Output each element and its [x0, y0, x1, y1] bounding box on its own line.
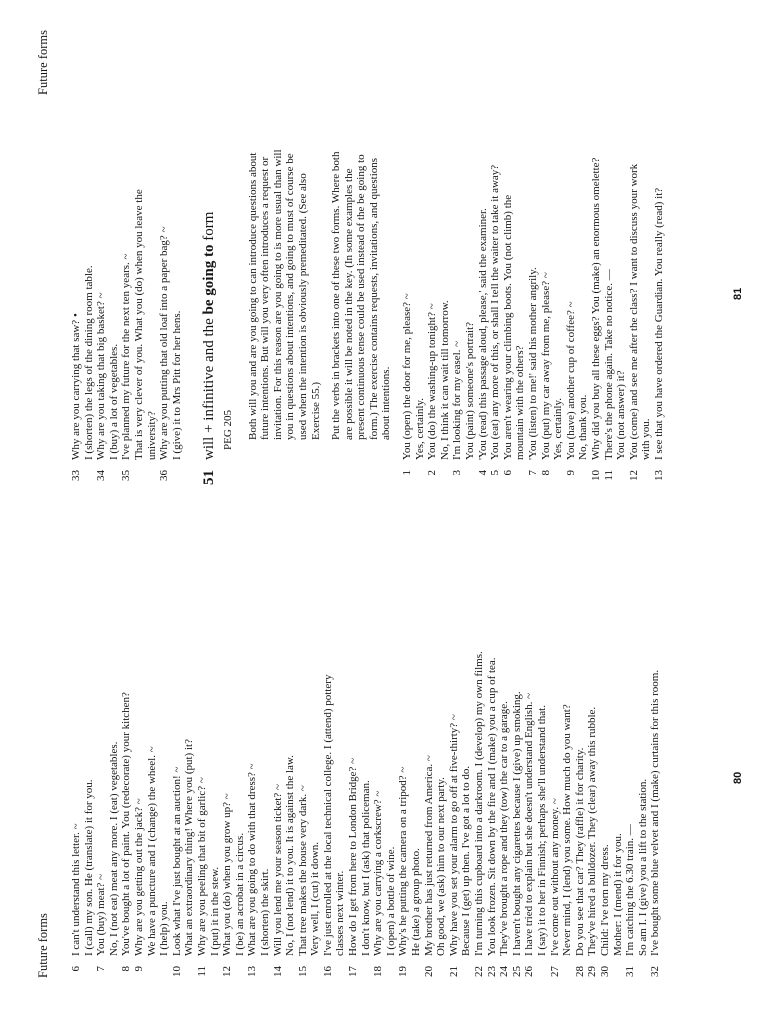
- exercise-item: [423, 518, 448, 988]
- exercise-line: What you (do) when you grow up? ~: [221, 793, 234, 956]
- exercise-item: [70, 32, 95, 492]
- exercise-line: That is very clever of you. What you (do) when you leave the: [132, 189, 145, 460]
- exercise-line: Do you see that car? They (raffle) it for charity.: [573, 747, 586, 956]
- exercise-line: So am I. I (give) you a lift to the station.: [636, 778, 649, 956]
- exercise-line: Mother: I (mend) it for you.: [611, 833, 624, 956]
- paragraph-line: invitation. For this reason are you going to is more usual than will: [271, 149, 284, 440]
- paragraph-line: future intentions. But will you very often introduces a request or: [259, 156, 272, 440]
- exercise-line: Look what I've just bought at an auction! ~: [170, 766, 183, 956]
- exercise-line: I (be) an acrobat in a circus.: [233, 832, 246, 956]
- exercise-line: I've planned my future for the next ten years. ~: [120, 253, 133, 460]
- exercise-item: [451, 32, 476, 492]
- page-number: 81: [732, 287, 744, 300]
- exercise-line: I'm looking for my easel. ~: [451, 340, 464, 460]
- exercise-number: 26: [523, 966, 536, 977]
- exercise-line: Why did you buy all these eggs? You (make) an enormous omelette?: [589, 157, 602, 460]
- paragraph-line: Exercise 55.): [309, 381, 322, 440]
- exercise-item: [95, 32, 120, 492]
- exercise-line: No, I (not lend) it to you. It is against the law.: [284, 755, 297, 956]
- section-number: 51: [201, 470, 218, 485]
- exercise-line: I've bought some blue velvet and I (make) curtains for this room.: [649, 669, 662, 956]
- paragraph-line: form.) The exercise contains requests, invitations, and questions: [367, 157, 380, 440]
- exercise-line: What are you going to do with that dress? ~: [246, 763, 259, 956]
- exercise-line: You look frozen. Sit down by the fire and I (make) you a cup of tea.: [485, 657, 498, 956]
- exercise-line: Will you lend me your season ticket? ~: [271, 784, 284, 956]
- exercise-item: [523, 518, 548, 988]
- section-instructions: [247, 32, 394, 492]
- exercise-line: 'You (listen) to me!' said his mother angrily.: [527, 267, 539, 460]
- exercise-line: I haven't bought any cigarettes because I (give) up smoking.: [510, 691, 523, 956]
- exercise-line: 'You (read) this passage aloud, please,' said the examiner.: [476, 208, 489, 460]
- paragraph-line: Both will you and are you going to can introduce questions about: [246, 152, 259, 440]
- exercise-number: 13: [652, 470, 665, 481]
- exercise-line: They've brought a rope and they (tow) the car to a garage.: [498, 701, 511, 956]
- exercise-line: There's the phone again. Take no notice. —: [602, 269, 615, 460]
- paragraph-line: Put the verbs in brackets into one of these two forms. Where both: [330, 151, 343, 440]
- exercise-number: 14: [271, 966, 284, 977]
- exercise-line: Yes, certainly.: [413, 397, 426, 460]
- exercise-number: 29: [586, 966, 599, 977]
- exercise-line: You (put) my car away from me, please? ~: [539, 272, 552, 460]
- exercise-item: [549, 518, 574, 988]
- exercise-line: I have tried to explain but she doesn't understand English. ~: [523, 692, 536, 956]
- exercise-number: 2: [426, 470, 439, 476]
- exercise-number: 20: [422, 966, 435, 977]
- exercise-item: [120, 32, 158, 492]
- exercise-line: Oh good, we (ask) him to our next party.: [435, 777, 448, 956]
- exercise-number: 24: [498, 966, 511, 977]
- exercise-line: You (paint) someone's portrait?: [464, 321, 477, 460]
- exercise-number: 12: [221, 966, 234, 977]
- exercise-line: I'm turning this cupboard into a darkroom. I (develop) my own films.: [473, 651, 485, 956]
- exercise-line: Never mind, I (lend) you some. How much do you want?: [561, 704, 574, 956]
- exercise-item: [272, 518, 297, 988]
- section-heading: [203, 32, 216, 492]
- exercise-line: You've bought a lot of paint. You (redecorate) your kitchen?: [120, 692, 133, 956]
- paragraph-line: used when the intention is obviously premeditated. (See also: [296, 173, 309, 440]
- exercise-item: [477, 32, 490, 492]
- exercise-number: 13: [246, 966, 259, 977]
- exercise-item: [426, 32, 451, 492]
- exercise-line: You aren't wearing your climbing boots. You (not climb) the: [501, 194, 514, 460]
- exercise-item: [502, 32, 527, 492]
- exercise-item: [498, 518, 511, 988]
- exercise-line: Why have you set your alarm to go off at five-thirty? ~: [447, 714, 460, 956]
- exercise-line: I can't understand this letter. ~: [70, 823, 82, 956]
- exercise-item: [133, 518, 171, 988]
- exercise-item: [473, 518, 486, 988]
- exercise-number: 33: [70, 470, 82, 481]
- exercise-item: [246, 518, 271, 988]
- exercise-line: I (put) it in the stew.: [208, 866, 221, 956]
- right-column: [70, 32, 666, 492]
- exercise-number: 34: [95, 470, 108, 481]
- exercise-line: We have a puncture and I (change) the wheel. ~: [145, 746, 158, 956]
- exercise-number: 27: [548, 966, 561, 977]
- exercise-line: Why are you carrying that saw? •: [70, 313, 82, 460]
- exercise-line: I (open) a bottle of wine.: [384, 846, 397, 956]
- exercise-number: 6: [501, 470, 514, 476]
- exercise-item: [511, 518, 524, 988]
- exercise-line: I've just enrolled at the local technical college. I (attend) pottery: [321, 674, 334, 956]
- exercise-number: 31: [624, 966, 637, 977]
- exercise-item: [95, 518, 120, 988]
- paragraph-line: you in questions about intentions, and going to must of course be: [284, 153, 297, 440]
- exercise-item: [628, 32, 653, 492]
- exercise-line: No, I think it can wait till tomorrow.: [438, 300, 451, 460]
- exercise-item: [221, 518, 246, 988]
- exercise-line: I (shorten) the legs of the dining room table.: [82, 265, 95, 460]
- running-head: Future forms: [36, 30, 50, 95]
- exercise-line: university?: [145, 411, 158, 460]
- section-title: will + infinitive and the be going to form: [201, 211, 218, 460]
- exercise-list: [401, 32, 665, 492]
- exercise-number: 7: [95, 966, 108, 972]
- exercise-line: I've come out without any money. ~: [548, 798, 561, 956]
- page-number: 80: [732, 771, 744, 784]
- exercise-item: [397, 518, 422, 988]
- exercise-line: I (help) you.: [158, 901, 171, 956]
- exercise-line: How do I get from here to London Bridge? ~: [347, 757, 360, 956]
- exercise-item: [196, 518, 221, 988]
- exercise-number: 17: [347, 966, 360, 977]
- exercise-item: [486, 518, 499, 988]
- exercise-number: 9: [564, 470, 577, 476]
- exercise-number: 1: [401, 470, 414, 476]
- exercise-line: Why are you peeling that bit of garlic? ~: [195, 777, 208, 956]
- exercise-number: 8: [539, 470, 552, 476]
- exercise-item: [158, 32, 183, 492]
- exercise-item: [590, 32, 603, 492]
- exercise-item: [574, 518, 587, 988]
- exercise-number: 21: [447, 966, 460, 977]
- exercise-item: [599, 518, 624, 988]
- paragraph-line: are possible it will be noted in the key. (In some examples the: [342, 168, 355, 440]
- grammar-reference: PEG 205: [221, 409, 234, 450]
- exercise-line: You (do) the washing-up tonight? ~: [426, 303, 439, 460]
- exercise-number: 32: [649, 966, 662, 977]
- exercise-line: They've hired a bulldozer. They (clear) away this rubble.: [586, 706, 599, 956]
- paragraph-line: about intentions.: [380, 366, 393, 440]
- exercise-item: [540, 32, 565, 492]
- exercise-item: [401, 32, 426, 492]
- exercise-number: 30: [598, 966, 611, 977]
- exercise-number: 19: [397, 966, 410, 977]
- exercise-item: [565, 32, 590, 492]
- exercise-item: [297, 518, 322, 988]
- exercise-number: 4: [476, 470, 489, 476]
- exercise-line: Because I (get) up then. I've got a lot to do.: [460, 765, 473, 956]
- exercise-line: Child: I've torn my dress.: [598, 844, 611, 956]
- exercise-line: Why are you getting out the jack? ~: [132, 798, 145, 956]
- exercise-number: 28: [573, 966, 586, 977]
- exercise-number: 23: [485, 966, 498, 977]
- exercise-line: You (have) another cup of coffee? ~: [564, 301, 577, 460]
- exercise-item: [624, 518, 649, 988]
- exercise-line: Why are you taking that big basket? ~: [95, 292, 108, 460]
- exercise-number: 11: [602, 470, 615, 481]
- exercise-list: [70, 518, 662, 988]
- exercise-number: 10: [589, 470, 602, 481]
- exercise-number: 11: [195, 966, 208, 977]
- exercise-item: [603, 32, 628, 492]
- exercise-line: I see that you have ordered the Guardian. You really (read) it?: [652, 187, 665, 460]
- exercise-item: [489, 32, 502, 492]
- exercise-item: [649, 518, 662, 988]
- exercise-item: [347, 518, 372, 988]
- exercise-number: 10: [170, 966, 183, 977]
- exercise-line: mountain with the others?: [514, 345, 527, 460]
- exercise-line: classes next winter.: [334, 870, 347, 956]
- exercise-item: [448, 518, 473, 988]
- exercise-line: No, I (not eat) meat any more. I (eat) vegetables.: [107, 741, 120, 956]
- exercise-item: [322, 518, 347, 988]
- exercise-line: You (come) and see me after the class? I want to discuss your work: [627, 163, 640, 460]
- exercise-line: You (not answer) it?: [615, 370, 628, 460]
- paragraph-line: present continuous tense could be used instead of the be going to: [355, 154, 368, 440]
- exercise-line: That tree makes the house very dark. ~: [296, 785, 309, 956]
- exercise-number: 5: [489, 470, 502, 476]
- exercise-line: No, thank you.: [577, 394, 590, 460]
- exercise-line: Very well, I (cut) it down.: [309, 842, 322, 956]
- left-page: [0, 512, 768, 1024]
- exercise-line: with you.: [640, 418, 653, 460]
- exercise-number: 22: [473, 966, 485, 977]
- exercise-number: 8: [120, 966, 133, 972]
- instruction-paragraph: [247, 32, 323, 440]
- exercise-line: Yes, certainly.: [552, 397, 565, 460]
- exercise-line: I (shorten) the skirt.: [258, 868, 271, 956]
- exercise-number: 9: [132, 966, 145, 972]
- exercise-number: 16: [321, 966, 334, 977]
- exercise-item: [171, 518, 196, 988]
- exercise-line: He (take) a group photo.: [410, 848, 423, 956]
- exercise-line: You (buy) meat? ~: [95, 873, 108, 956]
- instruction-paragraph: [330, 32, 393, 440]
- exercise-item: [527, 32, 540, 492]
- exercise-item: [120, 518, 133, 988]
- exercise-line: I (buy) a lot of vegetables.: [107, 343, 120, 460]
- exercise-number: 18: [372, 966, 385, 977]
- running-head: Future forms: [36, 913, 50, 978]
- exercise-number: 15: [296, 966, 309, 977]
- exercise-number: 3: [451, 470, 464, 476]
- exercise-number: 12: [627, 470, 640, 481]
- exercise-line: I (give) it to Mrs Pitt for her hens.: [170, 310, 183, 460]
- exercise-item: [70, 518, 95, 988]
- exercise-number: 6: [70, 966, 82, 972]
- exercise-line: I don't know, but I (ask) that policeman.: [359, 780, 372, 956]
- exercise-line: I'm catching the 6.30 train. —: [624, 824, 637, 956]
- exercise-number: 7: [527, 470, 539, 476]
- exercise-line: You (eat) any more of this, or shall I tell the waiter to take it away?: [489, 164, 502, 460]
- exercise-item: [653, 32, 666, 492]
- exercise-line: I (call) my son. He (translate) it for you.: [82, 779, 95, 956]
- exercise-line: Why are you carrying a corkscrew? ~: [372, 790, 385, 956]
- exercise-line: What an extraordinary thing! Where you (put) it?: [183, 739, 196, 956]
- exercise-line: I (say) it to her in Finnish; perhaps she'll understand that.: [535, 705, 548, 956]
- exercise-line: Why's he putting the camera on a tripod? ~: [397, 766, 410, 956]
- exercise-line: Why are you putting that old loaf into a paper bag? ~: [158, 226, 171, 460]
- exercise-number: 25: [510, 966, 523, 977]
- exercise-item: [372, 518, 397, 988]
- exercise-line: My brother has just returned from America. ~: [422, 755, 435, 956]
- exercise-item: [586, 518, 599, 988]
- exercise-number: 35: [120, 470, 133, 481]
- exercise-number: 36: [158, 470, 171, 481]
- exercise-line: You (open) the door for me, please? ~: [401, 293, 414, 460]
- exercise-list: [70, 32, 183, 492]
